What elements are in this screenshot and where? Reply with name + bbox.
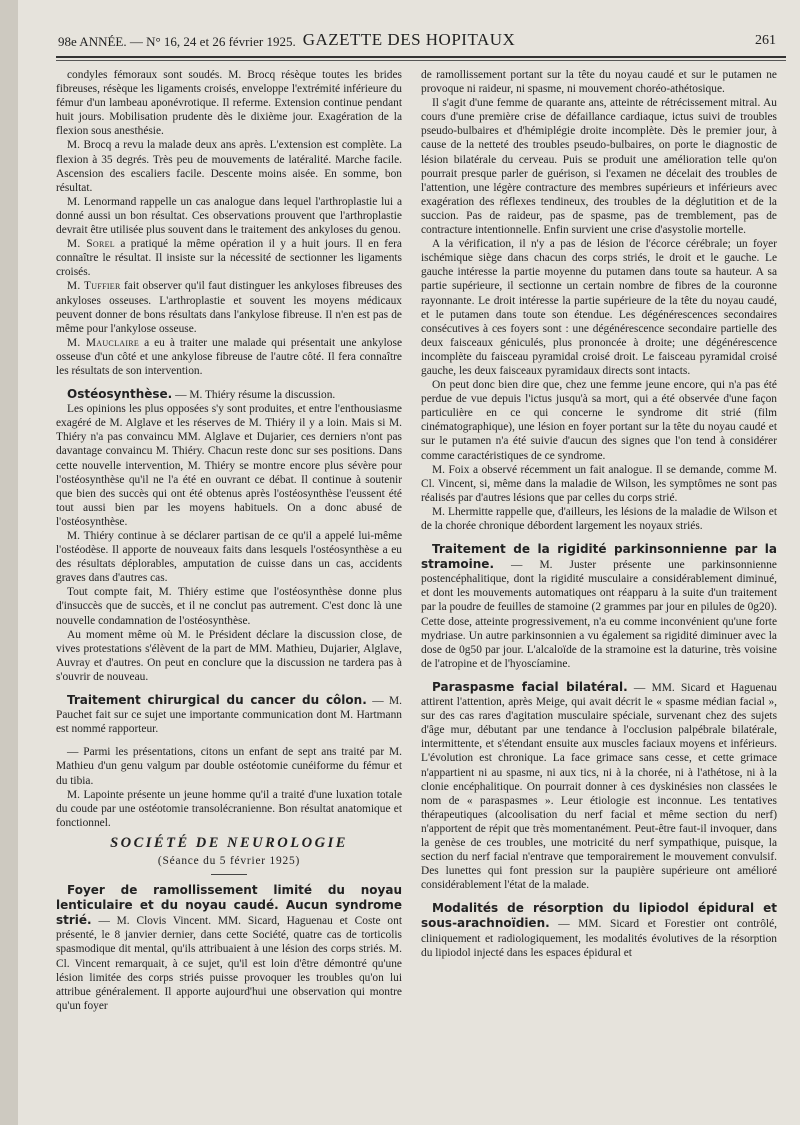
section-heading: Paraspasme facial bilatéral.	[432, 679, 628, 694]
article-section	[56, 387, 402, 402]
section-divider	[211, 874, 247, 875]
article-section	[421, 680, 777, 892]
paragraph-text: M. Foix a observé récemment un fait analogue. Il se demande, comme M. Cl. Vincent, si, même dans la maladie de Wilson, les symptômes ne sont pas réalisés par d'autres lésions que par celles du corps strié.	[421, 463, 777, 504]
paragraph-text: Les opinions les plus opposées s'y sont produites, et entre l'enthousiasme exagéré de M. Alglave et les réserves de M. Thiéry il y a loin. Mais si M. Thiéry n'a pas convaincu MM. Alglave et Dujarier, ces derniers n'ont pas davantage convaincu M. Thiéry. Chacun reste donc sur ses positions. Dans cette nouvelle intervention, M. Thiéry se montre encore plus sévère pour l'ostéosynthèse qu'il ne l'a été en ouvrant ce débat. Il continue à soutenir que bien des succès qui ont été obtenus après l'ostéosynthèse l'eussent été tout aussi bien par les moyens habituels. On a donc abusé de l'ostéosynthèse.	[56, 403, 402, 528]
issue-line: 98e ANNÉE. — N° 16, 24 et 26 février 1925.	[58, 34, 296, 49]
paragraph-text: a pratiqué la même opération il y a huit jours. Il en fera connaître le résultat. Il insiste sur la nécessité de sectionner les ligaments croisés.	[56, 238, 402, 279]
journal-title: GAZETTE DES HOPITAUX	[302, 30, 516, 49]
article-section	[56, 693, 402, 736]
section-heading: Traitement de la rigidité parkinsonnienne par la stramoine.	[421, 542, 777, 572]
session-date: (Séance du 5 février 1925)	[157, 854, 301, 867]
paragraph-text: Il s'agit d'une femme de quarante ans, atteinte de rétrécissement mitral. Au cours d'une première crise de défaillance cardiaque, ictus suivi de troubles pseudo-bulbaires et d'hémiplégie droite incomplète. Dès le premier jour, à cause de la netteté des troubles pseudo-bulbaires, on porte le diagnostic de lésion bilatérale du cerveau. Puis se produit une amélioration telle qu'on pourrait presque parler de guérison, si l'examen ne décelait des troubles de l'attention, une légère contracture des membres supérieurs et inférieurs avec exagération des réflexes tendineux, des troubles de la déglutition et de la succion. Pas de raideur, pas de spasme, pas de tremblement, pas de contracture intentionnelle. Enfin survient une crise d'asystolie mortelle.	[421, 97, 777, 237]
page-binding-edge	[0, 0, 18, 1125]
page-header	[28, 30, 790, 56]
paragraph	[56, 585, 402, 627]
paragraph-text: condyles fémoraux sont soudés. M. Brocq résèque toutes les brides fibreuses, résèque les ligaments croisés, enveloppe l'extrémité inférieure du fémur d'un lambeau aponévrotique. Il referme. Extension continue pendant huit jours. Mobilisation prudente dès le dixième jour. Exagération de la flexion sous anesthésie.	[56, 69, 402, 138]
left-column	[56, 68, 402, 1013]
paragraph	[56, 237, 402, 279]
paragraph	[56, 336, 402, 378]
paragraph	[421, 96, 777, 237]
paragraph-text: Au moment même où M. le Président déclare la discussion close, de vives protestations s'élèvent de la part de MM. Mathieu, Dujarier, Alglave, Auvray et d'autres. On peut en conclure que la discussion ne tardera pas à s'ouvrir de nouveau.	[56, 628, 402, 683]
header-rule	[56, 56, 786, 58]
paragraph-text: M. Lapointe présente un jeune homme qu'il a traité d'une luxation totale du coude par une ostéotomie transolécranienne. Bon résultat anatomique et fonctionnel.	[56, 788, 402, 829]
section-text: — M. Thiéry résume la discussion.	[172, 389, 336, 402]
section-text: — M. Pauchet fait sur ce sujet une importante communication dont M. Hartmann est nommé rapporteur.	[56, 695, 402, 736]
paragraph	[56, 628, 402, 684]
spacer	[56, 736, 402, 745]
paragraph-text: M. Brocq a revu la malade deux ans après. L'extension est complète. La flexion à 35 degrés. Très peu de mouvements de latéralité. Marche facile. Ascension des escaliers facile. Descente moins aisée. En somme, bon résultat.	[56, 139, 402, 194]
right-column	[421, 68, 777, 960]
article-section	[421, 542, 777, 671]
paragraph	[56, 195, 402, 237]
spacer	[56, 378, 402, 387]
section-heading: Foyer de ramollissement limité du noyau lenticulaire et du noyau caudé. Aucun syndrome strié.	[56, 883, 402, 928]
paragraph-text: a eu à traiter une malade qui présentait une ankylose osseuse d'un côté et une ankylose fibreuse de l'autre côté. Il fera connaître les résultats de son intervention.	[56, 336, 402, 377]
paragraph	[421, 68, 777, 96]
paragraph	[56, 138, 402, 194]
paragraph-text: Tout compte fait, M. Thiéry estime que l'ostéosynthèse donne plus d'insuccès que de succès, et il ne conclut pas autrement. C'est donc là une nouvelle condamnation de l'ostéosynthèse.	[56, 586, 402, 627]
paragraph-text: M. Lhermitte rappelle que, d'ailleurs, les lésions de la maladie de Wilson et de la chorée chronique débordent largement les noyaux striés.	[421, 505, 777, 532]
spacer	[56, 684, 402, 693]
paragraph-text: A la vérification, il n'y a pas de lésion de l'écorce cérébrale; un foyer ischémique siège dans chacun des corps striés, le droit et le gauche. Le gauche intéresse la partie moyenne du putamen dans toute sa hauteur. A sa partie supérieure, il sectionne un certain nombre de fibres de la couronne rayonnante. Le droit intéresse la partie supérieure de la tête du noyau caudé, et le putamen dans toute son étendue. Les dégénérescences secondaires consécutives à ces foyers sont : une dégénérescence secondaire partielle des deux faisceaux géniculés, plus prononcée à droite; une dégénérescence incomplète du faisceau pyramidal croisé droit. Le faisceau pyramidal croisé gauche, les deux faisceaux pyramidaux directs sont intacts.	[421, 238, 777, 377]
paragraph	[56, 68, 402, 138]
page-number: 261	[755, 33, 776, 48]
speaker-name: M. Sorel	[67, 238, 115, 251]
spacer	[421, 533, 777, 542]
paragraph-text: de ramollissement portant sur la tête du noyau caudé et sur le putamen ne provoque ni raideur, ni spasme, ni mouvement choréo-athétosique.	[421, 69, 777, 96]
section-heading: Modalités de résorption du lipiodol épidural et sous-arachnoïdien.	[421, 901, 777, 931]
paragraph	[421, 378, 777, 463]
section-text: — M. Juster présente une parkinsonnienne postencéphalitique, dont la rigidité musculaire a considérablement diminué, et dont les mouvements automatiques ont réapparu à la suite d'un traitement par la poudre de feuilles de stamoine (2 grammes par jour en pilules de 0g20). Cette dose, atteinte progressivement, n'a eu comme inconvénient qu'une forte mydriase. Un autre parkinsonnien a vu également sa rigidité diminuer avec la dose de 0g50 par jour. L'alcaloïde de la stramoine est la daturine, très voisine de l'atropine et de l'hyoscíamine.	[421, 559, 777, 670]
paragraph-text: — Parmi les présentations, citons un enfant de sept ans traité par M. Mathieu d'un genu valgum par double ostéotomie cunéiforme du fémur et du tibia.	[56, 746, 402, 787]
paragraph	[56, 788, 402, 830]
paragraph	[421, 237, 777, 378]
article-section	[56, 883, 402, 1013]
paragraph	[56, 529, 402, 585]
paragraph-text: fait observer qu'il faut distinguer les ankyloses fibreuses des ankyloses osseuses. L'arthroplastie et souvent les moyens médicaux peuvent donner de bons résultats dans l'ankylose fibreuse. Il n'en est pas de même pour l'ankylose osseuse.	[56, 280, 402, 335]
header-rule-thin	[56, 60, 786, 61]
section-heading: Ostéosynthèse.	[67, 387, 173, 402]
spacer	[421, 671, 777, 680]
paragraph	[56, 279, 402, 335]
paragraph-text: On peut donc bien dire que, chez une femme jeune encore, qui n'a pas été perdue de vue depuis l'ictus jusqu'à sa mort, qui a été observée d'une façon particulière en ce qui concerne le syndrome dit strié (film cinématographique), une lésion en foyer portant sur la tête du noyau caudé et sur le putamen n'a été suivie d'aucun des signes que l'on tend à considérer comme caractéristiques de ce syndrome.	[421, 379, 777, 462]
society-heading: SOCIÉTÉ DE NEUROLOGIE	[110, 834, 348, 851]
article-section	[421, 901, 777, 959]
paragraph-text: M. Lenormand rappelle un cas analogue dans lequel l'arthroplastie lui a donné aussi un bon résultat. Ces observations prouvent que l'arthroplastie devrait être utilisée plus souvent dans le traitement des ankyloses du genou.	[56, 195, 402, 237]
paragraph	[56, 745, 402, 787]
spacer	[421, 892, 777, 901]
section-text: — MM. Sicard et Forestier ont contrôlé, cliniquement et radiologiquement, les modalités évolutives de la résorption du lipiodol injecté dans les espaces épidural et	[421, 918, 777, 959]
speaker-name: M. Tuffier	[67, 280, 121, 293]
section-heading: Traitement chirurgical du cancer du côlon.	[67, 693, 367, 708]
speaker-name: M. Mauclaire	[67, 336, 140, 349]
section-text: — MM. Sicard et Haguenau attirent l'attention, après Meige, qui avait décrit le « spasme médian facial », sur des cas rares d'agitation musculaire spéciale, survenant chez des sujets d'âge mur, débutant par une tendance à l'occlusion palpébrale bilatérale, intermittente, et s'étendant ensuite aux muscles faciaux moyens et inférieurs. L'évolution est chronique. La face grimace sans cesse, et cette grimace n'appartient ni au spasme, ni aux tics, ni à la chorée, ni à l'athétose, ni à la clonie encéphalitique. On pourrait donner à ces dyskinésies non classées le nom de « paraspasmes ». Leur étiologie est inconnue. Les tentatives thérapeutiques (alcoolisation du nerf facial et même section du nerf) n'apportent de répit que très momentanément. Peut-être faut-il invoquer, dans la genèse de ces troubles, une motricité du nerf sympathique, puisque, la section du nerf facial n'entrave que temporairement le mouvement convulsif. Des lunettes qui font pression sur la paupière supérieure ont amélioré considérablement l'état de la malade.	[421, 681, 777, 892]
section-text: — M. Clovis Vincent. MM. Sicard, Haguenau et Coste ont présenté, le 8 janvier dernier, dans cette Société, quatre cas de torticolis spasmodique dit mental, qu'ils attribuaient à une lésion des corps striés. M. Cl. Vincent remarquait, à ce sujet, qu'il est loin d'être démontré qu'une lésion limitée des corps striés puisse provoquer les troubles qu'on lui attribue généralement. Il apporte aujourd'hui une observation qui montre qu'un foyer	[56, 915, 402, 1012]
paragraph	[56, 402, 402, 529]
paragraph	[421, 505, 777, 533]
paragraph	[421, 463, 777, 505]
paragraph-text: M. Thiéry continue à se déclarer partisan de ce qu'il a appelé lui-même l'ostéodèse. Il apporte de nouveaux faits dans lesquels l'ostéosynthèse a eu des résultats déplorables, amputation de cuisse dans un cas, accidents graves dans d'autres cas.	[56, 530, 402, 585]
